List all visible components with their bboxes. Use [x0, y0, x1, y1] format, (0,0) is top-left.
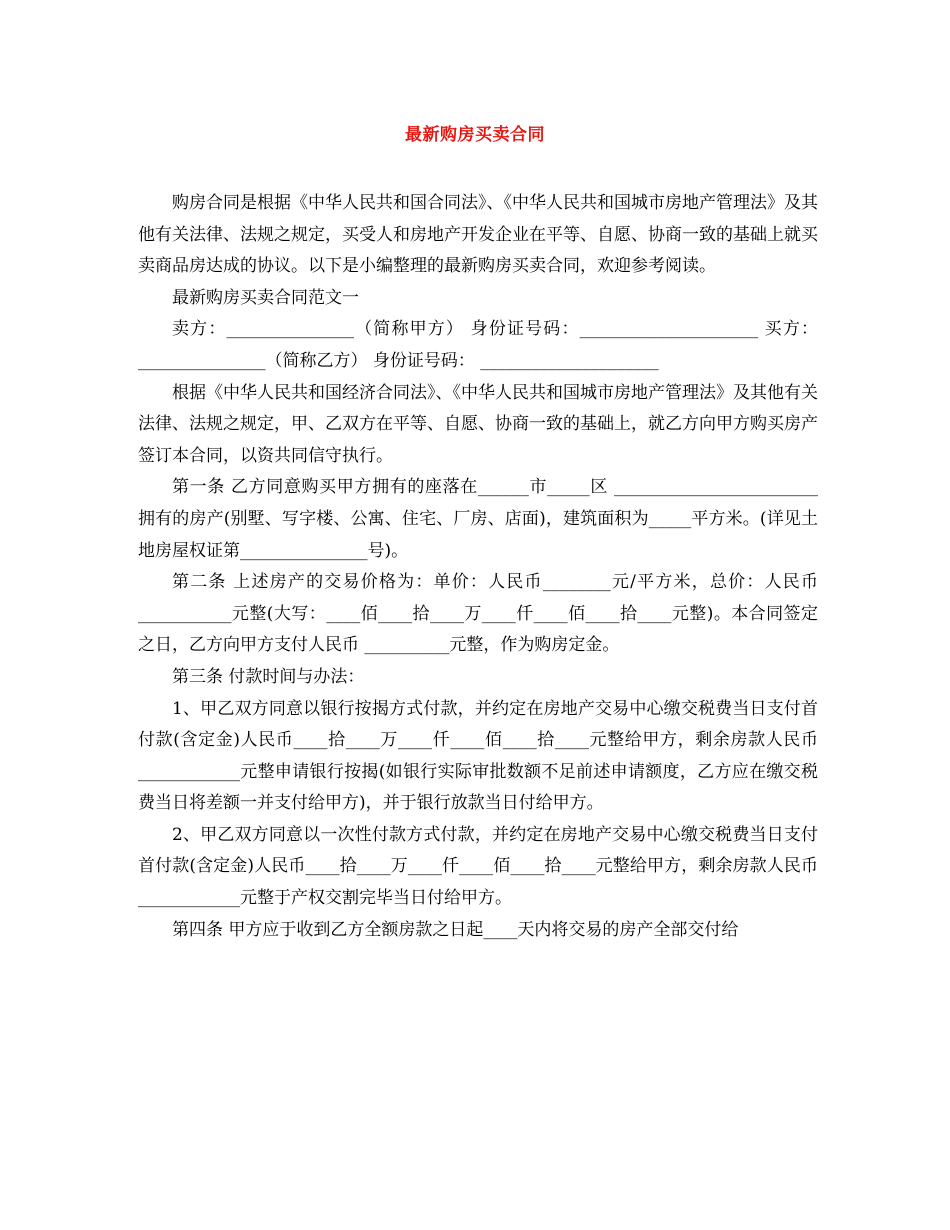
article-1-paragraph: 第一条 乙方同意购买甲方拥有的座落在______市_____区 ________________________拥有的房产(别墅、写字楼、公寓、住宅、厂房、店面)，建筑面积为_____平方米。(详见土地房屋权证第_______________号)。 [138, 477, 818, 561]
article-4-paragraph: 第四条 甲方应于收到乙方全额房款之日起____天内将交易的房产全部交付给 [172, 919, 739, 940]
document-body [138, 188, 818, 946]
document-title: 最新购房买卖合同 [405, 125, 545, 145]
legal-basis-paragraph: 根据《中华人民共和国经济合同法》、《中华人民共和国城市房地产管理法》及其他有关法律、法规之规定，甲、乙双方在平等、自愿、协商一致的基础上，就乙方向甲方购买房产签订本合同，以资共同信守执行。 [138, 382, 818, 466]
sample-heading: 最新购房买卖合同范文一 [172, 287, 359, 308]
intro-paragraph: 购房合同是根据《中华人民共和国合同法》、《中华人民共和国城市房地产管理法》及其他有关法律、法规之规定，买受人和房地产开发企业在平等、自愿、协商一致的基础上就买卖商品房达成的协议。以下是小编整理的最新购房买卖合同，欢迎参考阅读。 [138, 193, 818, 277]
article-3-clause-2: 2、甲乙双方同意以一次性付款方式付款，并约定在房地产交易中心缴交税费当日支付首付款(含定金)人民币____拾____万____仟____佰____拾____元整给甲方，剩余房款人民币____________元整于产权交割完毕当日付给甲方。 [138, 824, 818, 909]
article-2-paragraph: 第二条 上述房产的交易价格为：单价：人民币________元/平方米，总价：人民币___________元整(大写：____佰____拾____万____仟____佰____拾____元整)。本合同签定之日，乙方向甲方支付人民币 __________元整，作为购房定金。 [138, 572, 818, 656]
parties-paragraph: 卖方：_______________（简称甲方） 身份证号码：_____________________ 买方：_______________（简称乙方） 身份证号码： _____________________ [138, 319, 818, 371]
article-3-clause-1: 1、甲乙双方同意以银行按揭方式付款，并约定在房地产交易中心缴交税费当日支付首付款(含定金)人民币____拾____万____仟____佰____拾____元整给甲方，剩余房款人民币____________元整申请银行按揭(如银行实际审批数额不足前述申请额度，乙方应在缴交税费当日将差额一并支付给甲方)，并于银行放款当日付给甲方。 [138, 698, 818, 814]
article-3-heading: 第三条 付款时间与办法： [172, 666, 365, 687]
